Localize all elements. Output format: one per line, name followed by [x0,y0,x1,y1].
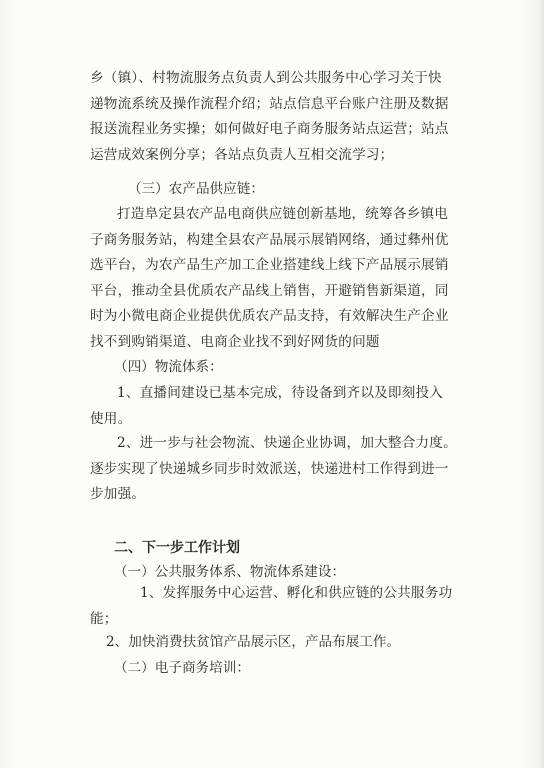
logistics-item-1 [90,381,474,432]
paragraph-line: 打造阜定县农产品电商供应链创新基地，统筹各乡镇电 [117,206,449,222]
paragraph-line: 2、进一步与社会物流、快递企业协调，加大整合力度。 [117,435,457,451]
public-service-item-2: 2、加快消费扶贫馆产品展示区，产品布展工作。 [106,634,401,650]
training-content-paragraph [90,66,474,168]
public-service-item-1 [90,581,474,632]
paragraph-line: 能； [90,610,118,627]
paragraph-line: 子商务服务站，构建全县农产品展示展销网络，通过彝州优 [90,231,449,248]
paragraph-line: 时为小微电商企业提供优质农产品支持，有效解决生产企业 [90,308,449,325]
paragraph-line: 1、直播间建设已基本完成，待设备到齐以及即刻投入 [117,385,444,401]
section-heading-logistics: （四）物流体系： [114,359,223,375]
supply-chain-paragraph [90,202,474,356]
page-edge-shadow [538,0,544,768]
part-heading-next-plan: 二、下一步工作计划 [114,540,240,556]
subsection-heading-public-service: （一）公共服务体系、物流体系建设： [114,564,346,580]
paragraph-line: 平台，推动全县优质农产品线上销售，开避销售新渠道，同 [90,282,449,299]
paragraph-line: 运营成效案例分享；各站点负责人互相交流学习； [90,146,394,163]
subsection-heading-ecommerce-training: （二）电子商务培训： [114,660,250,676]
paragraph-line: 选平台，为农产品生产加工企业搭建线上线下产品展示展销 [90,257,449,274]
paragraph-line: 使用。 [90,410,132,427]
paragraph-line: 找不到购销渠道、电商企业找不到好网货的问题 [90,333,380,350]
section-heading-supply-chain: （三）农产品供应链： [128,181,264,197]
paragraph-line: 递物流系统及操作流程介绍；站点信息平台账户注册及数据 [90,95,449,112]
paragraph-line: 步加强。 [90,486,146,503]
paragraph-line: 乡（镇）、村物流服务点负责人到公共服务中心学习关于快 [90,70,442,86]
paragraph-line: 报送流程业务实操；如何做好电子商务服务站点运营；站点 [90,121,449,138]
paragraph-line: 逐步实现了快递城乡同步时效派送，快递进村工作得到进一 [90,460,449,477]
logistics-item-2 [90,431,474,508]
paragraph-line: 1、发挥服务中心运营、孵化和供应链的公共服务功 [140,585,453,601]
